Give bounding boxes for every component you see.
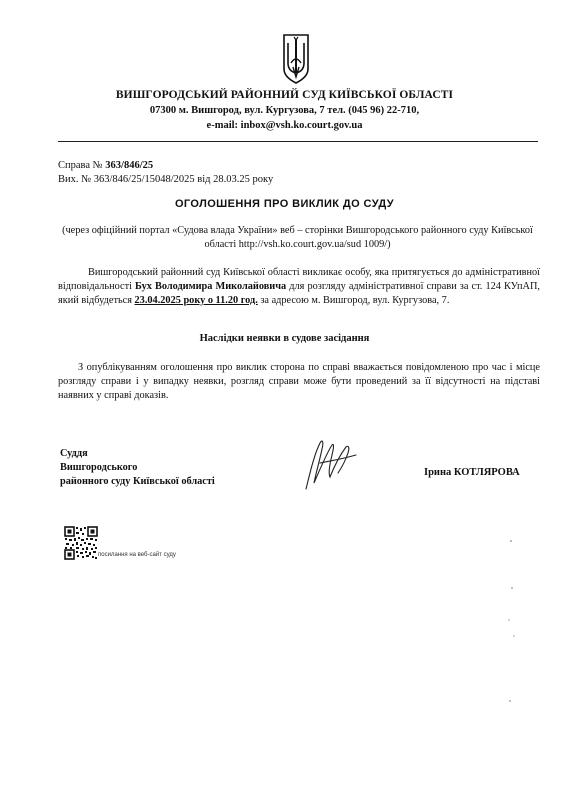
- handwritten-signature: [300, 433, 362, 495]
- judge-title: [60, 447, 215, 489]
- court-address: 07300 м. Вишгород, вул. Кургузова, 7 тел. (045 96) 22-710,: [149, 105, 420, 116]
- summons-paragraph: [58, 266, 540, 308]
- qr-code-icon[interactable]: [64, 526, 98, 560]
- judge-title-line-2: Вишгородського: [60, 462, 138, 473]
- qr-caption: посилання на веб-сайт суду: [98, 552, 176, 558]
- document-title: ОГОЛОШЕННЯ ПРО ВИКЛИК ДО СУДУ: [174, 198, 395, 210]
- trident-emblem-icon: [281, 33, 311, 85]
- case-number: [58, 160, 153, 171]
- hearing-date: 23.04.2025 року о 11.20 год.: [134, 295, 258, 306]
- judge-title-line-1: Суддя: [60, 448, 88, 459]
- consequences-heading: Наслідки неявки в судове засідання: [199, 333, 370, 344]
- summons-text-3: за адресою м. Вишгород, вул. Кургузова, 7.: [257, 295, 450, 306]
- summons-text-1: Вишгородський районний суд Київської області викликає особу, яка притягується до адміністративної відповідальності: [58, 267, 540, 292]
- summons-text-2: для розгляду адміністративної справи за ст. 124 КУпАП, який відбудеться: [58, 281, 540, 306]
- header-divider: [58, 141, 538, 142]
- publication-note: (через офіційний портал «Судова влада України» веб – сторінки Вишгородського районного суду Київської області http://vsh.ko.court.gov.ua/sud 1009/): [62, 225, 533, 250]
- case-number-label: Справа №: [58, 160, 106, 171]
- outgoing-number: Вих. № 363/846/25/15048/2025 від 28.03.25 року: [58, 174, 274, 185]
- judge-title-line-3: районного суду Київської області: [60, 476, 215, 487]
- judge-name: Ірина КОТЛЯРОВА: [424, 467, 520, 478]
- consequences-paragraph: З опублікуванням оголошення про виклик сторона по справі вважається повідомленою про час і місце розгляду справи і у випадку неявки, розгляд справи може бути проведений за її відсутності на підставі наявних у справі доказів.: [58, 362, 540, 401]
- court-name: ВИШГОРОДСЬКИЙ РАЙОННИЙ СУД КИЇВСЬКОЇ ОБЛАСТІ: [115, 89, 454, 101]
- court-email: e-mail: inbox@vsh.ko.court.gov.ua: [206, 120, 363, 131]
- defendant-name: Бух Володимира Миколайовича: [135, 281, 287, 292]
- case-number-value: 363/846/25: [105, 160, 154, 171]
